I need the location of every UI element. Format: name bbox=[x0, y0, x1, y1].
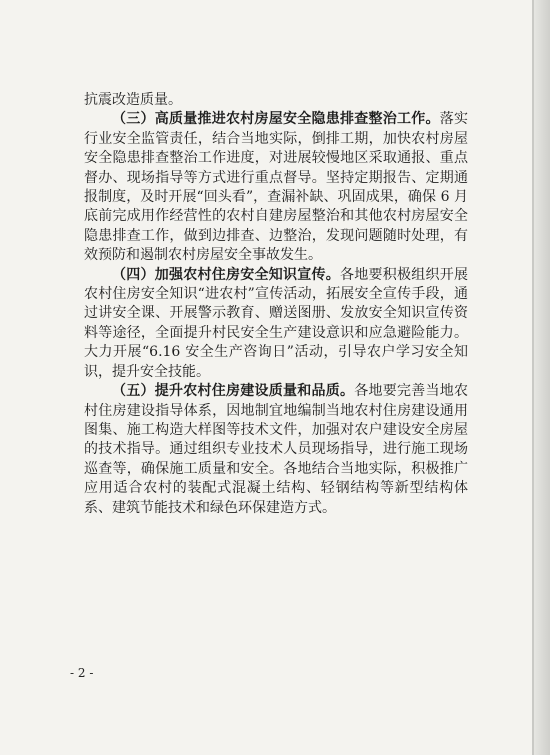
section-5-heading: （五）提升农村住房建设质量和品质。 bbox=[112, 383, 355, 400]
section-4-heading: （四）加强农村住房安全知识宣传。 bbox=[112, 266, 340, 283]
continuation-text: 抗震改造质量。 bbox=[84, 92, 182, 108]
section-3 bbox=[84, 110, 468, 265]
section-4 bbox=[84, 266, 468, 382]
section-4-body: 各地要积极组织开展农村住房安全知识“进农村”宣传活动，拓展安全宣传手段，通过讲安全课、开展警示教育、赠送图册、发放安全知识宣传资料等途径，全面提升村民安全生产建设意识和应急避险能力。大力开展“6.16 安全生产咨询日”活动，引导农户学习安全知识，提升安全技能。 bbox=[84, 266, 468, 380]
section-5 bbox=[84, 382, 468, 518]
document-body bbox=[84, 91, 468, 518]
section-3-heading: （三）高质量推进农村房屋安全隐患排查整治工作。 bbox=[112, 111, 440, 128]
page-edge-shadow bbox=[534, 0, 550, 755]
section-5-body: 各地要完善当地农村住房建设指导体系，因地制宜地编制当地农村住房建设通用图集、施工构造大样图等技术文件，加强对农户建设安全房屋的技术指导。通过组织专业技术人员现场指导，进行施工现场巡查等，确保施工质量和安全。各地结合当地实际，积极推广应用适合农村的装配式混凝土结构、轻钢结构等新型结构体系、建筑节能技术和绿色环保建造方式。 bbox=[84, 383, 468, 516]
section-3-body: 落实行业安全监管责任，结合当地实际，倒排工期，加快农村房屋安全隐患排查整治工作进度，对进展较慢地区采取通报、重点督办、现场指导等方式进行重点督导。坚持定期报告、定期通报制度，及时开展“回头看”，查漏补缺、巩固成果，确保 6 月底前完成用作经营性的农村自建房屋整治和其他农村房屋安全隐患排查工作，做到边排查、边整治，发现问题随时处理，有效预防和遏制农村房屋安全事故发生。 bbox=[84, 111, 468, 264]
page-number: - 2 - bbox=[70, 666, 94, 680]
